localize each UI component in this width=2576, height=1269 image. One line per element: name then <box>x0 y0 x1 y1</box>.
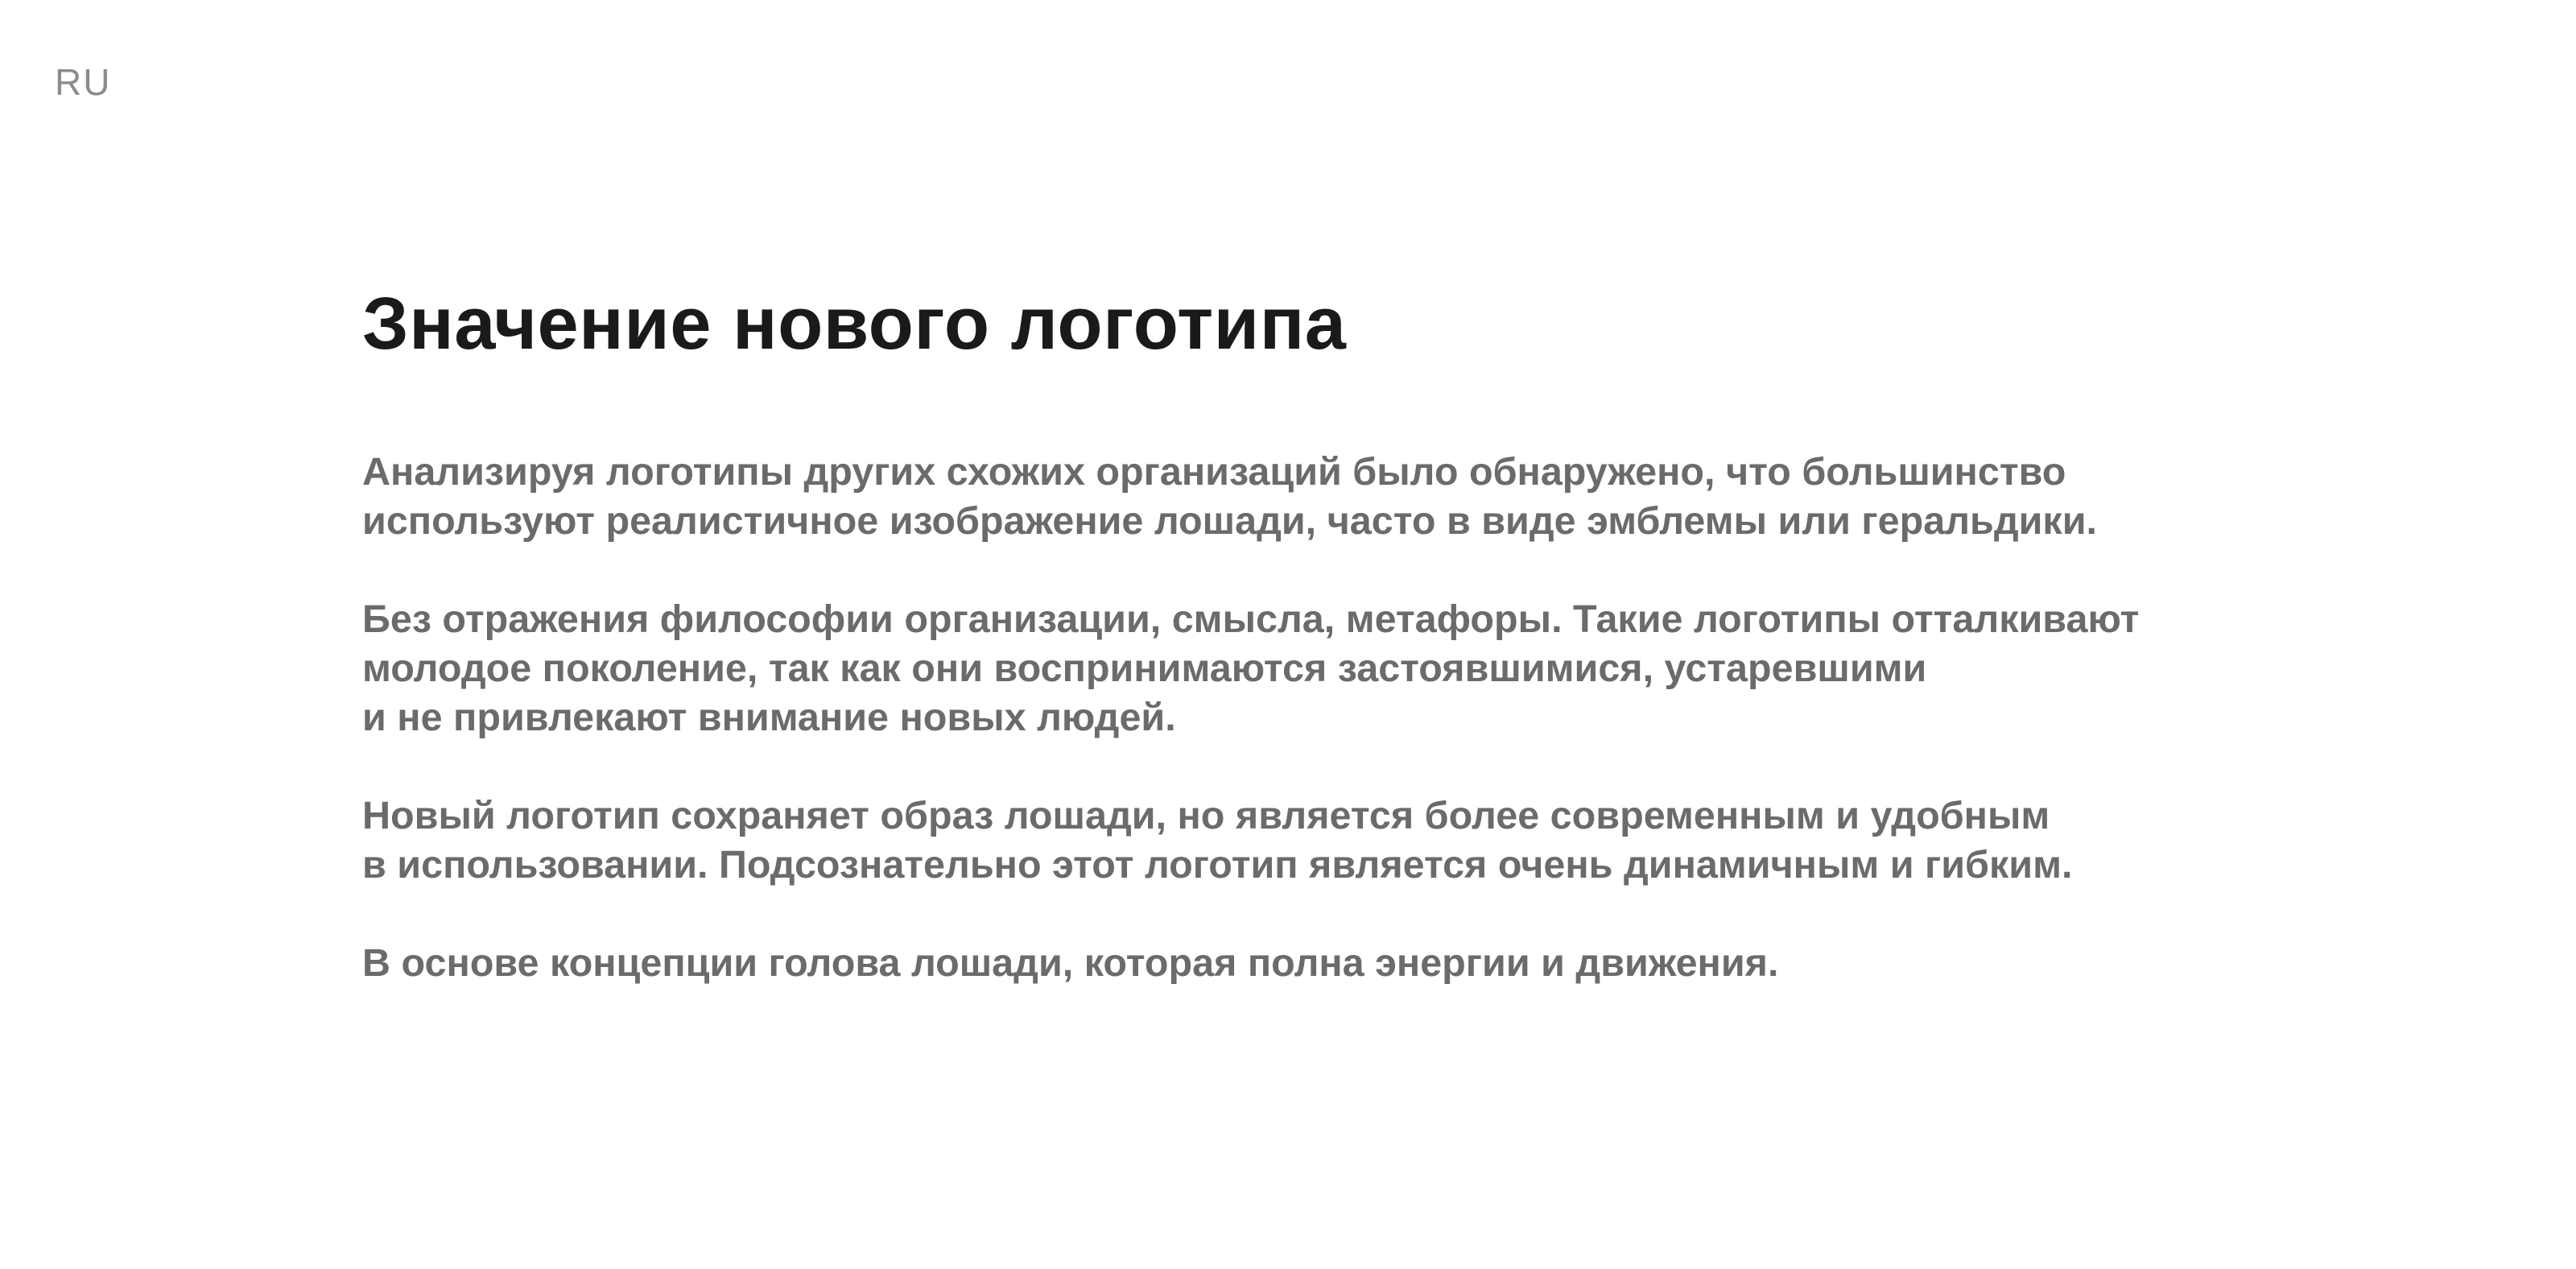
paragraph-problem <box>362 595 2375 742</box>
paragraph-solution <box>362 792 2375 890</box>
language-switcher[interactable]: RU <box>55 61 112 103</box>
paragraph-line: Анализируя логотипы других схожих организаций было обнаружено, что большинство <box>362 450 2066 494</box>
paragraph-line: Без отражения философии организации, смысла, метафоры. Такие логотипы отталкивают <box>362 597 2140 641</box>
paragraph-line: В основе концепции голова лошади, которая полна энергии и движения. <box>362 941 1779 985</box>
paragraph-line: в использовании. Подсознательно этот логотип является очень динамичным и гибким. <box>362 843 2073 887</box>
main-content <box>362 274 2375 1037</box>
text-body <box>362 448 2375 988</box>
paragraph-line: используют реалистичное изображение лошади, часто в виде эмблемы или геральдики. <box>362 499 2097 543</box>
paragraph-line: Новый логотип сохраняет образ лошади, но является более современным и удобным <box>362 794 2050 837</box>
page-title: Значение нового логотипа <box>362 283 1347 365</box>
paragraph-line: молодое поколение, так как они воспринимаются застоявшимися, устаревшими <box>362 647 1927 690</box>
paragraph-concept <box>362 939 2375 988</box>
paragraph-line: и не привлекают внимание новых людей. <box>362 696 1176 739</box>
paragraph-analysis <box>362 448 2375 546</box>
